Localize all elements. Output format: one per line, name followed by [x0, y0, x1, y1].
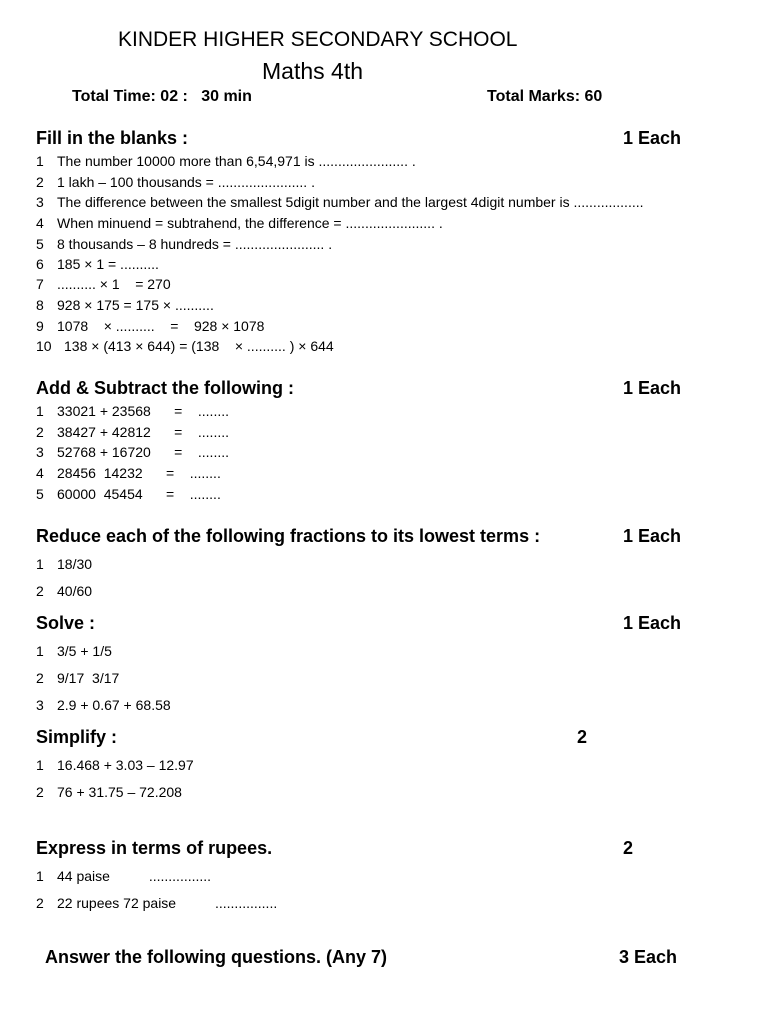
- section-title: Answer the following questions. (Any 7): [45, 947, 388, 967]
- question-text: 16.468 + 3.03 – 12.97: [57, 757, 194, 773]
- question-number: 2: [36, 174, 44, 190]
- question-text: The number 10000 more than 6,54,971 is ....................... .: [57, 153, 416, 169]
- question-text: 928 × 175 = 175 × ..........: [57, 297, 214, 313]
- question-item: [36, 868, 211, 884]
- question-item: [36, 465, 221, 481]
- question-text: 9/17 3/17: [57, 670, 120, 686]
- question-item: [36, 297, 214, 313]
- section-title: Fill in the blanks :: [36, 128, 189, 148]
- question-number: 2: [36, 670, 44, 686]
- exam-subject: Maths 4th: [262, 58, 363, 84]
- question-item: [36, 424, 229, 440]
- question-item: [36, 338, 334, 354]
- question-number: 6: [36, 256, 44, 272]
- question-number: 1: [36, 757, 44, 773]
- question-item: [36, 757, 194, 773]
- question-number: 1: [36, 643, 44, 659]
- question-text: 38427 + 42812 = ........: [57, 424, 230, 440]
- question-number: 4: [36, 215, 44, 231]
- section-marks: 3 Each: [619, 947, 678, 967]
- section-marks: 1 Each: [623, 378, 682, 398]
- question-number: 7: [36, 276, 44, 292]
- question-item: [36, 444, 229, 460]
- section-title: Reduce each of the following fractions to its lowest terms :: [36, 526, 541, 546]
- question-text: 33021 + 23568 = ........: [57, 403, 230, 419]
- question-text: 8 thousands – 8 hundreds = ....................... .: [57, 236, 333, 252]
- question-item: [36, 153, 416, 169]
- section-marks: 1 Each: [623, 613, 682, 633]
- question-text: 76 + 31.75 – 72.208: [57, 784, 182, 800]
- question-item: [36, 276, 171, 292]
- school-name: KINDER HIGHER SECONDARY SCHOOL: [118, 28, 518, 51]
- question-number: 2: [36, 895, 44, 911]
- question-number: 5: [36, 486, 44, 502]
- question-item: [36, 256, 159, 272]
- section-title: Add & Subtract the following :: [36, 378, 294, 398]
- question-text: 3/5 + 1/5: [57, 643, 112, 659]
- question-text: 2.9 + 0.67 + 68.58: [57, 697, 171, 713]
- question-number: 3: [36, 697, 44, 713]
- question-number: 3: [36, 194, 44, 210]
- question-item: [36, 583, 92, 599]
- question-number: 1: [36, 556, 44, 572]
- question-number: 1: [36, 403, 44, 419]
- question-text: 28456 14232 = ........: [57, 465, 221, 481]
- question-number: 1: [36, 868, 44, 884]
- section-title: Simplify :: [36, 727, 118, 747]
- question-text: 60000 45454 = ........: [57, 486, 221, 502]
- question-item: [36, 643, 112, 659]
- total-time: Total Time: 02 : 30 min: [72, 88, 252, 105]
- question-item: [36, 236, 332, 252]
- question-item: [36, 670, 119, 686]
- question-text: When minuend = subtrahend, the difference = ....................... .: [57, 215, 443, 231]
- question-number: 2: [36, 424, 44, 440]
- section-marks: 2: [577, 727, 588, 747]
- question-text: 40/60: [57, 583, 93, 599]
- question-text: 138 × (413 × 644) = (138 × .......... ) × 644: [64, 338, 334, 354]
- question-text: 22 rupees 72 paise ................: [57, 895, 278, 911]
- question-item: [36, 486, 221, 502]
- question-text: The difference between the smallest 5digit number and the largest 4digit number is ..................: [57, 194, 644, 210]
- question-number: 2: [36, 583, 44, 599]
- question-number: 2: [36, 784, 44, 800]
- section-marks: 2: [623, 838, 634, 858]
- question-number: 4: [36, 465, 44, 481]
- question-item: [36, 318, 264, 334]
- question-item: [36, 784, 182, 800]
- question-text: 1 lakh – 100 thousands = ....................... .: [57, 174, 315, 190]
- question-number: 5: [36, 236, 44, 252]
- question-item: [36, 895, 277, 911]
- question-item: [36, 697, 171, 713]
- question-text: 18/30: [57, 556, 93, 572]
- question-number: 8: [36, 297, 44, 313]
- question-text: 44 paise ................: [57, 868, 212, 884]
- question-item: [36, 215, 443, 231]
- total-marks: Total Marks: 60: [487, 88, 603, 105]
- question-item: [36, 556, 92, 572]
- question-item: [36, 403, 229, 419]
- question-number: 3: [36, 444, 44, 460]
- question-text: 185 × 1 = ..........: [57, 256, 159, 272]
- question-number: 1: [36, 153, 44, 169]
- question-item: [36, 174, 315, 190]
- question-text: 52768 + 16720 = ........: [57, 444, 230, 460]
- question-number: 9: [36, 318, 44, 334]
- section-marks: 1 Each: [623, 128, 682, 148]
- section-title: Solve :: [36, 613, 96, 633]
- section-marks: 1 Each: [623, 526, 682, 546]
- question-number: 10: [36, 338, 52, 354]
- question-text: 1078 × .......... = 928 × 1078: [57, 318, 265, 334]
- question-item: [36, 194, 644, 210]
- section-title: Express in terms of rupees.: [36, 838, 273, 858]
- question-text: .......... × 1 = 270: [57, 276, 171, 292]
